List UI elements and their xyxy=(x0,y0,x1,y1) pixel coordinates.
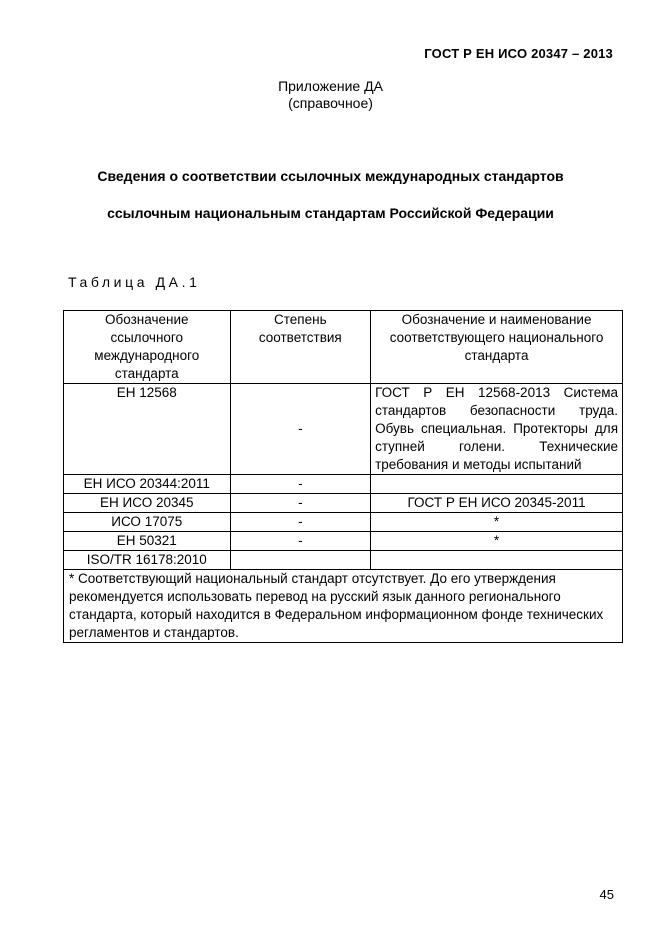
appendix-title: Приложение ДА xyxy=(278,78,383,94)
cell-national: ГОСТ Р ЕН 12568-2013 Система стандартов безопасности труда. Обувь специальная. Протекторы для ступней голени. Технические требования и методы испытаний xyxy=(371,384,623,475)
correspondence-table xyxy=(63,310,623,643)
section-title xyxy=(0,165,661,239)
cell-national: * xyxy=(371,513,623,532)
cell-international: ЕН 12568 xyxy=(64,384,231,475)
cell-degree: - xyxy=(230,475,371,494)
cell-international: ЕН ИСО 20345 xyxy=(64,494,231,513)
cell-international: ЕН 50321 xyxy=(64,532,231,551)
header-cell-degree: Степень соответствия xyxy=(230,311,371,384)
cell-international: ISO/TR 16178:2010 xyxy=(64,551,231,570)
table-row xyxy=(64,532,623,551)
cell-national xyxy=(371,551,623,570)
appendix-subtitle: (справочное) xyxy=(288,95,373,111)
cell-national xyxy=(371,475,623,494)
cell-international: ИСО 17075 xyxy=(64,513,231,532)
cell-degree: - xyxy=(230,532,371,551)
cell-national: ГОСТ Р ЕН ИСО 20345-2011 xyxy=(371,494,623,513)
table-row xyxy=(64,513,623,532)
cell-degree: - xyxy=(230,494,371,513)
header-cell-national: Обозначение и наименование соответствующего национального стандарта xyxy=(371,311,623,384)
table-caption: Таблица ДА.1 xyxy=(68,274,201,290)
table-header-row xyxy=(64,311,623,384)
appendix-heading xyxy=(0,78,661,112)
header-cell-international: Обозначение ссылочного международного стандарта xyxy=(64,311,231,384)
cell-degree: - xyxy=(230,384,371,475)
cell-degree xyxy=(230,551,371,570)
cell-national: * xyxy=(371,532,623,551)
page-number: 45 xyxy=(599,887,614,902)
cell-international: ЕН ИСО 20344:2011 xyxy=(64,475,231,494)
document-code: ГОСТ Р ЕН ИСО 20347 – 2013 xyxy=(424,46,613,61)
table-footnote-row xyxy=(64,570,623,643)
section-title-line-2: ссылочным национальным стандартам Российской Федерации xyxy=(107,205,554,221)
table-row xyxy=(64,475,623,494)
cell-degree: - xyxy=(230,513,371,532)
table-row xyxy=(64,551,623,570)
table-row xyxy=(64,494,623,513)
table-row xyxy=(64,384,623,475)
section-title-line-1: Сведения о соответствии ссылочных международных стандартов xyxy=(97,168,564,184)
table-footnote: * Соответствующий национальный стандарт отсутствует. До его утверждения рекомендуется использовать перевод на русский язык данного регионального стандарта, который находится в Федеральном информационном фонде технических регламентов и стандартов. xyxy=(64,570,623,643)
